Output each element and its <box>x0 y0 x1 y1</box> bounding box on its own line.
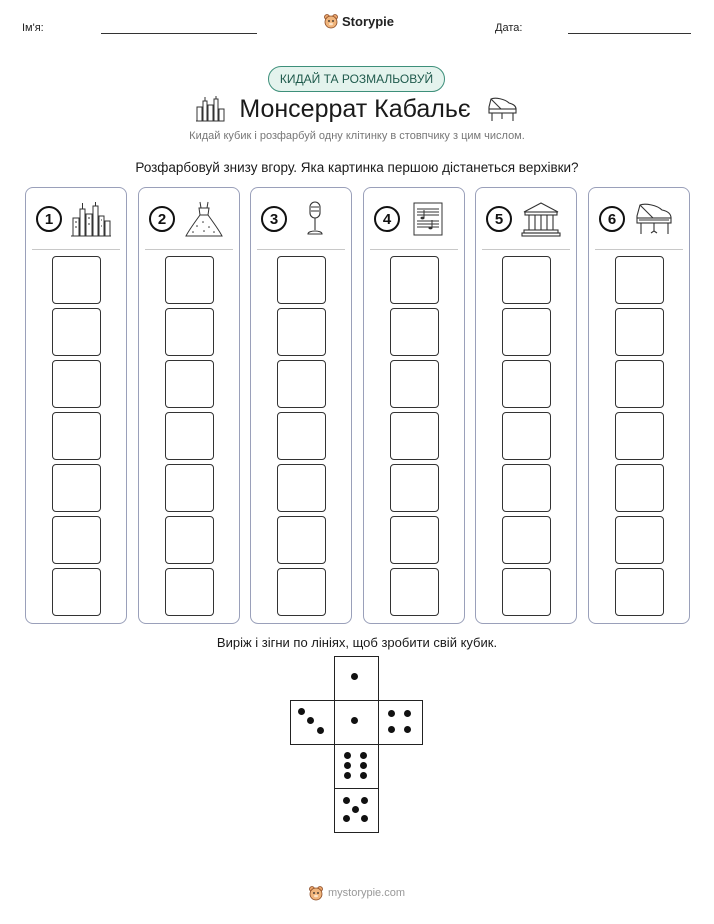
pip <box>351 673 358 680</box>
pip <box>343 797 350 804</box>
ball-gown-icon <box>183 200 225 238</box>
logo-text: Storypie <box>342 13 395 29</box>
bear-icon <box>308 885 324 901</box>
pip <box>344 772 351 779</box>
number-badge: 1 <box>36 206 62 232</box>
column-6 <box>588 187 690 624</box>
coloring-cell[interactable] <box>502 360 551 408</box>
coloring-cell[interactable] <box>502 568 551 616</box>
coloring-cell[interactable] <box>165 308 214 356</box>
coloring-cell[interactable] <box>277 256 326 304</box>
coloring-cell[interactable] <box>390 464 439 512</box>
coloring-cell[interactable] <box>502 516 551 564</box>
instruction: Розфарбовуй знизу вгору. Яка картинка першою дістанеться верхівки? <box>135 160 579 175</box>
die-face-four <box>378 700 423 745</box>
coloring-cell[interactable] <box>52 568 101 616</box>
title-row <box>0 92 714 126</box>
pip <box>344 752 351 759</box>
coloring-cell[interactable] <box>390 256 439 304</box>
coloring-cell[interactable] <box>52 256 101 304</box>
column-divider <box>145 249 233 250</box>
grand-piano-icon <box>485 95 519 123</box>
coloring-cell[interactable] <box>615 568 664 616</box>
coloring-cell[interactable] <box>52 308 101 356</box>
column-divider <box>595 249 683 250</box>
pip <box>360 772 367 779</box>
column-1 <box>25 187 127 624</box>
cut-instruction: Виріж і зігни по лініях, щоб зробити свій кубик. <box>216 635 498 650</box>
number-badge: 3 <box>261 206 287 232</box>
pip <box>360 762 367 769</box>
column-divider <box>257 249 345 250</box>
cell-stack <box>390 256 439 620</box>
coloring-cell[interactable] <box>390 568 439 616</box>
pip <box>298 708 305 715</box>
number-badge: 4 <box>374 206 400 232</box>
name-line[interactable] <box>101 33 257 34</box>
pip <box>404 726 411 733</box>
coloring-cell[interactable] <box>615 308 664 356</box>
coloring-cell[interactable] <box>502 308 551 356</box>
column-3 <box>250 187 352 624</box>
cell-stack <box>615 256 664 620</box>
number-badge: 6 <box>599 206 625 232</box>
date-label: Дата: <box>495 22 523 34</box>
city-skyline-icon <box>195 95 225 123</box>
coloring-cell[interactable] <box>390 360 439 408</box>
coloring-cell[interactable] <box>165 516 214 564</box>
city-skyline-icon <box>70 200 112 238</box>
coloring-cell[interactable] <box>277 360 326 408</box>
pip <box>343 815 350 822</box>
coloring-cell[interactable] <box>615 516 664 564</box>
page-title: Монсеррат Кабальє <box>239 94 471 123</box>
coloring-cell[interactable] <box>615 464 664 512</box>
sheet-music-icon <box>408 200 450 238</box>
coloring-cell[interactable] <box>502 464 551 512</box>
coloring-cell[interactable] <box>52 516 101 564</box>
column-5 <box>475 187 577 624</box>
coloring-cell[interactable] <box>390 516 439 564</box>
coloring-cell[interactable] <box>165 256 214 304</box>
coloring-cell[interactable] <box>52 412 101 460</box>
storypie-logo <box>323 13 394 29</box>
coloring-cell[interactable] <box>502 412 551 460</box>
coloring-cell[interactable] <box>277 464 326 512</box>
coloring-cell[interactable] <box>52 360 101 408</box>
date-line[interactable] <box>568 33 691 34</box>
column-divider <box>370 249 458 250</box>
coloring-cell[interactable] <box>165 412 214 460</box>
pip <box>360 752 367 759</box>
microphone-icon <box>295 200 337 238</box>
die-face-one <box>334 700 379 745</box>
pip <box>388 726 395 733</box>
column-4 <box>363 187 465 624</box>
activity-badge: КИДАЙ ТА РОЗМАЛЬОВУЙ <box>268 66 445 92</box>
column-2 <box>138 187 240 624</box>
coloring-cell[interactable] <box>52 464 101 512</box>
grand-piano-icon <box>633 200 675 238</box>
column-divider <box>32 249 120 250</box>
pip <box>361 815 368 822</box>
pip <box>352 806 359 813</box>
subtitle: Кидай кубик і розфарбуй одну клітинку в стовпчику з цим числом. <box>189 130 525 142</box>
coloring-cell[interactable] <box>390 308 439 356</box>
coloring-cell[interactable] <box>615 256 664 304</box>
footer <box>308 885 405 901</box>
coloring-cell[interactable] <box>277 568 326 616</box>
die-face-six <box>334 744 379 789</box>
number-badge: 2 <box>149 206 175 232</box>
coloring-cell[interactable] <box>277 308 326 356</box>
coloring-cell[interactable] <box>390 412 439 460</box>
coloring-cell[interactable] <box>165 360 214 408</box>
coloring-cell[interactable] <box>615 412 664 460</box>
cell-stack <box>502 256 551 620</box>
bear-icon <box>323 13 339 29</box>
coloring-cell[interactable] <box>165 464 214 512</box>
die-face-one <box>334 656 379 701</box>
cell-stack <box>165 256 214 620</box>
pip <box>344 762 351 769</box>
column-divider <box>482 249 570 250</box>
coloring-cell[interactable] <box>165 568 214 616</box>
pip <box>361 797 368 804</box>
footer-url[interactable]: mystorypie.com <box>328 887 406 899</box>
coloring-cell[interactable] <box>277 412 326 460</box>
coloring-cell[interactable] <box>277 516 326 564</box>
cell-stack <box>277 256 326 620</box>
coloring-cell[interactable] <box>615 360 664 408</box>
die-face-five <box>334 788 379 833</box>
pip <box>317 727 324 734</box>
pip <box>388 710 395 717</box>
coloring-cell[interactable] <box>502 256 551 304</box>
die-face-three <box>290 700 335 745</box>
opera-house-icon <box>520 200 562 238</box>
pip <box>307 717 314 724</box>
pip <box>404 710 411 717</box>
cell-stack <box>52 256 101 620</box>
name-label: Ім'я: <box>22 22 44 34</box>
number-badge: 5 <box>486 206 512 232</box>
pip <box>351 717 358 724</box>
